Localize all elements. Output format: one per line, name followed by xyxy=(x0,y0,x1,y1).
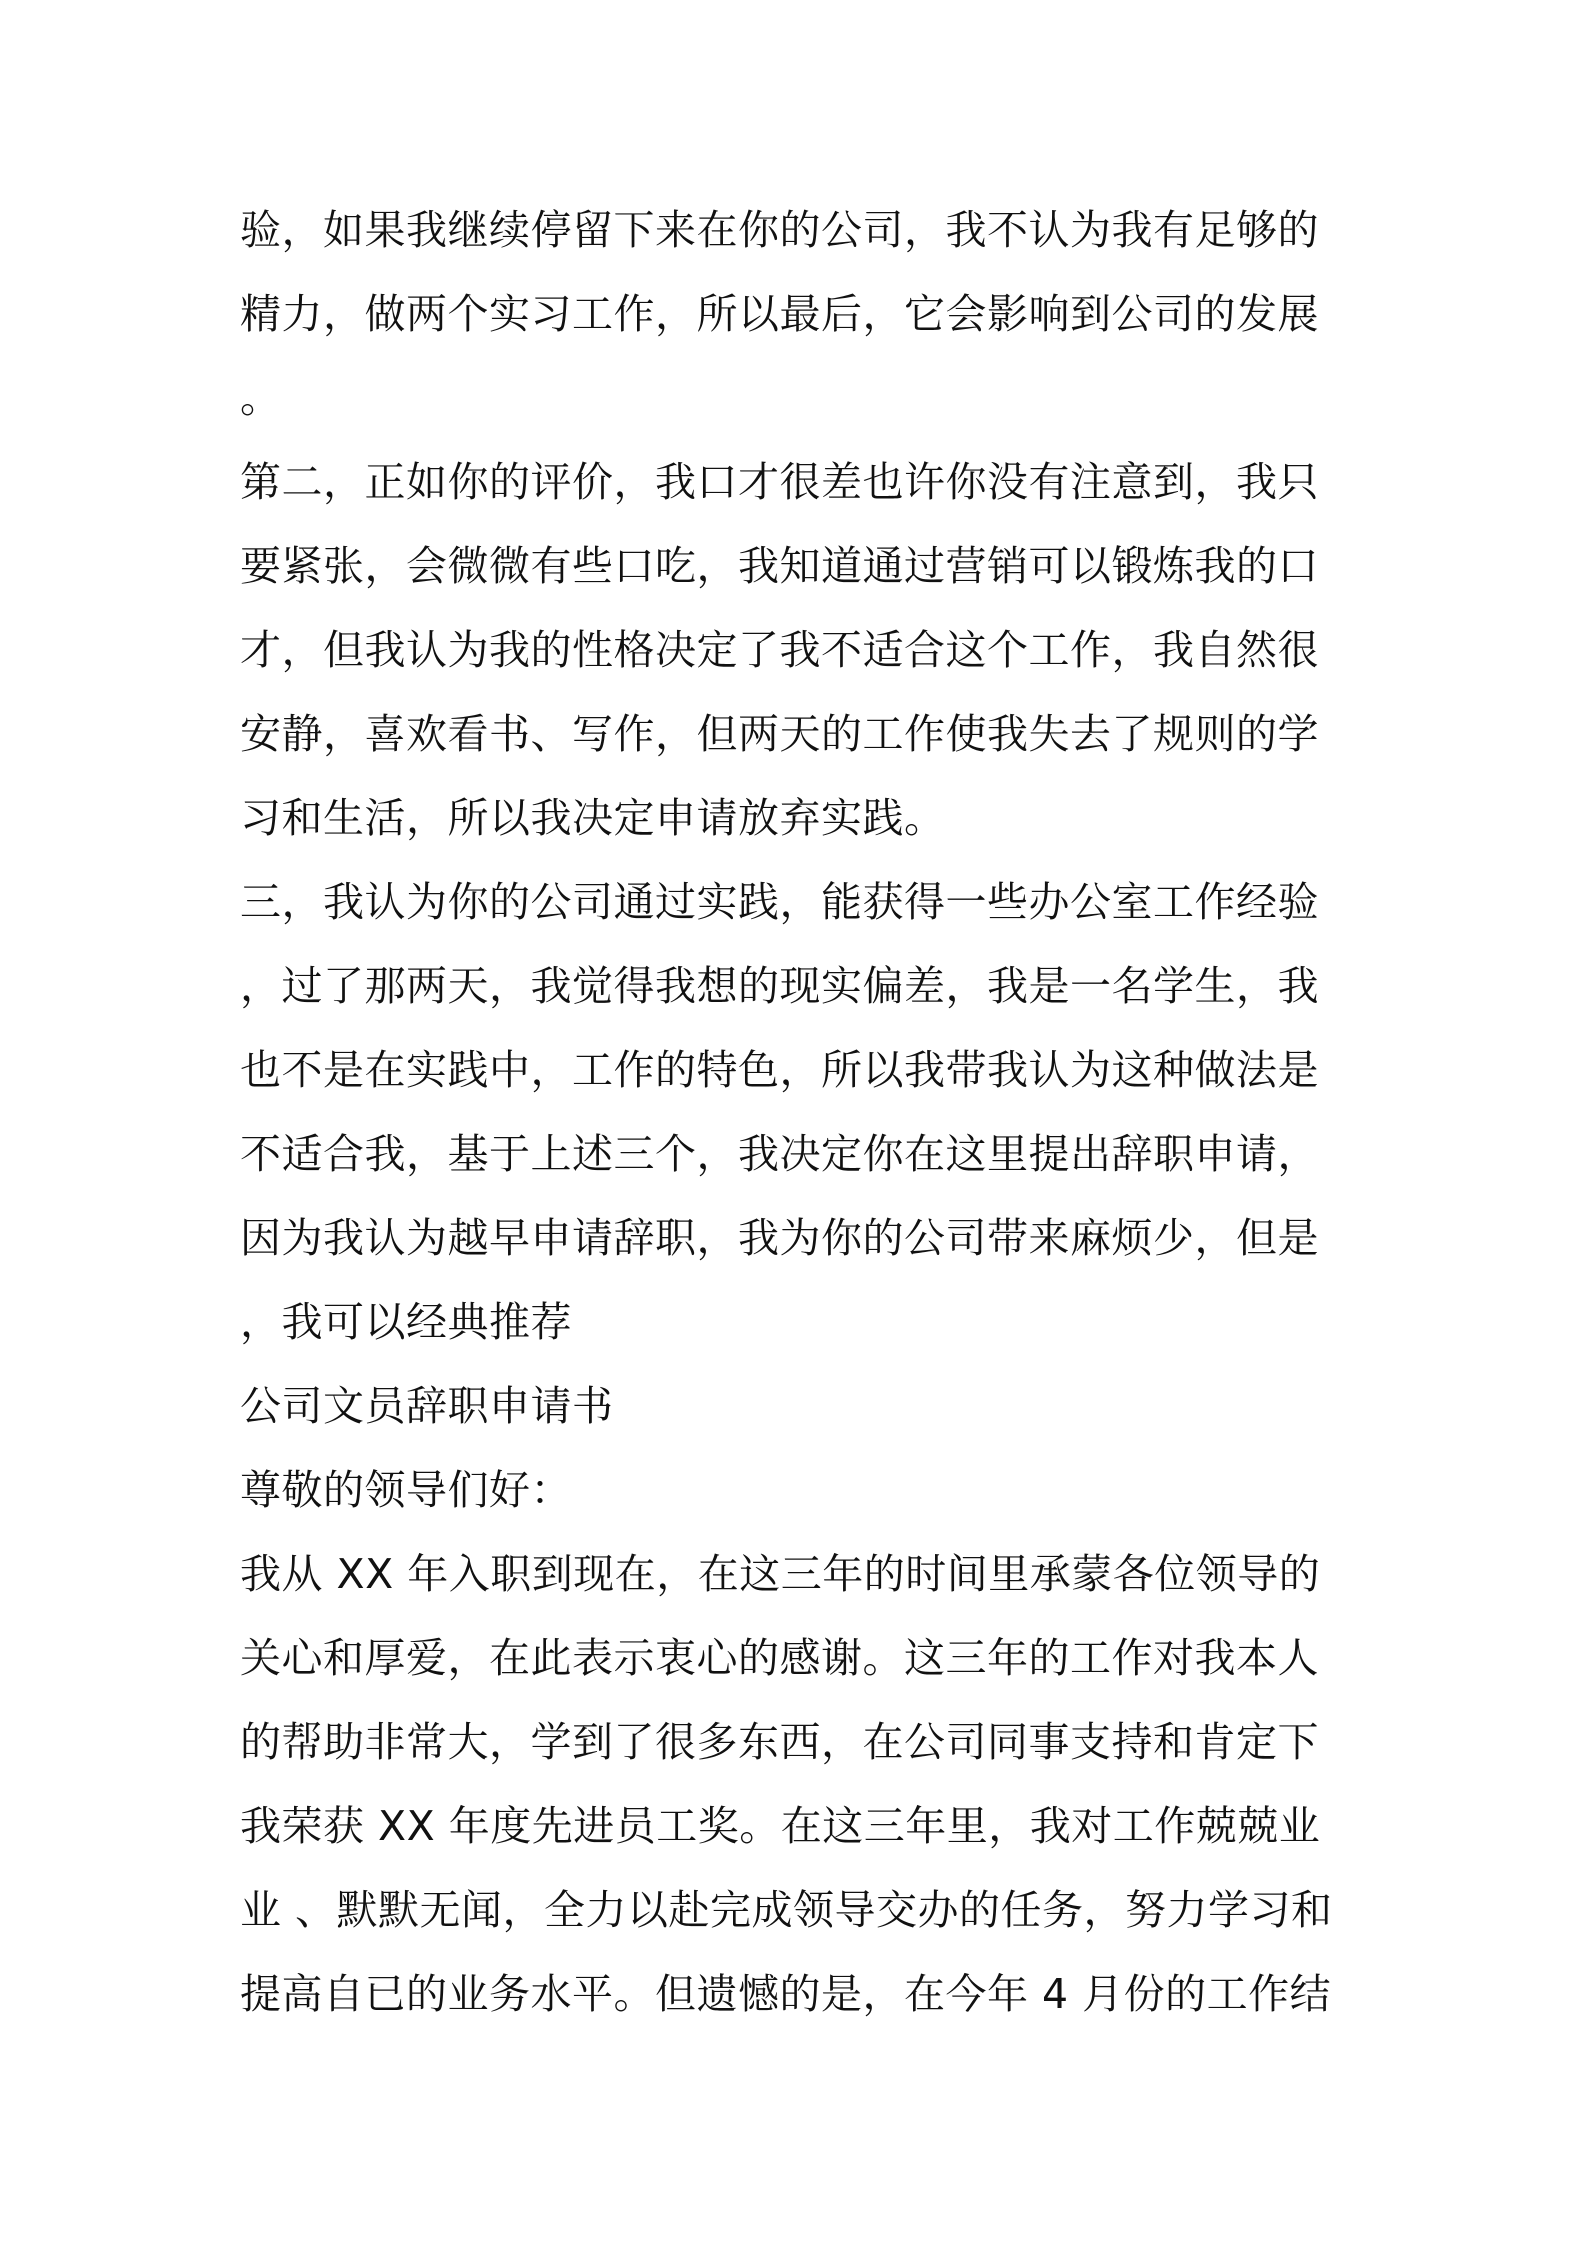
text-line: 要紧张，会微微有些口吃，我知道通过营销可以锻炼我的口 xyxy=(240,542,1319,590)
salutation: 尊敬的领导们好： xyxy=(240,1466,572,1514)
text-line: 的帮助非常大，学到了很多东西，在公司同事支持和肯定下 xyxy=(240,1718,1319,1766)
text-line: 关心和厚爱，在此表示衷心的感谢。这三年的工作对我本人 xyxy=(240,1634,1319,1682)
text-line: 因为我认为越早申请辞职，我为你的公司带来麻烦少，但是 xyxy=(240,1214,1319,1262)
text-line: 安静，喜欢看书、写作，但两天的工作使我失去了规则的学 xyxy=(240,710,1319,758)
text-line: 精力，做两个实习工作，所以最后，它会影响到公司的发展 xyxy=(240,290,1319,338)
text-line: 三，我认为你的公司通过实践，能获得一些办公室工作经验 xyxy=(240,878,1319,926)
text-line: ，我可以经典推荐 xyxy=(240,1298,572,1346)
text-line: ，过了那两天，我觉得我想的现实偏差，我是一名学生，我 xyxy=(240,962,1319,1010)
text-line: 我荣获 XX 年度先进员工奖。在这三年里，我对工作兢兢业 xyxy=(240,1802,1321,1850)
document-body xyxy=(240,188,1370,2036)
text-line: 习和生活，所以我决定申请放弃实践。 xyxy=(240,794,946,842)
text-line: 验，如果我继续停留下来在你的公司，我不认为我有足够的 xyxy=(240,206,1319,254)
text-line: 第二，正如你的评价，我口才很差也许你没有注意到，我只 xyxy=(240,458,1319,506)
text-line: 。 xyxy=(240,374,282,422)
section-title: 公司文员辞职申请书 xyxy=(240,1382,614,1430)
text-line: 提高自已的业务水平。但遗憾的是，在今年 4 月份的工作结 xyxy=(240,1970,1332,2018)
text-line: 业 、默默无闻，全力以赴完成领导交办的任务，努力学习和 xyxy=(240,1886,1333,1934)
text-line: 不适合我，基于上述三个，我决定你在这里提出辞职申请， xyxy=(240,1130,1319,1178)
text-line: 才，但我认为我的性格决定了我不适合这个工作，我自然很 xyxy=(240,626,1319,674)
text-line: 也不是在实践中，工作的特色，所以我带我认为这种做法是 xyxy=(240,1046,1319,1094)
text-line: 我从 XX 年入职到现在，在这三年的时间里承蒙各位领导的 xyxy=(240,1550,1321,1598)
